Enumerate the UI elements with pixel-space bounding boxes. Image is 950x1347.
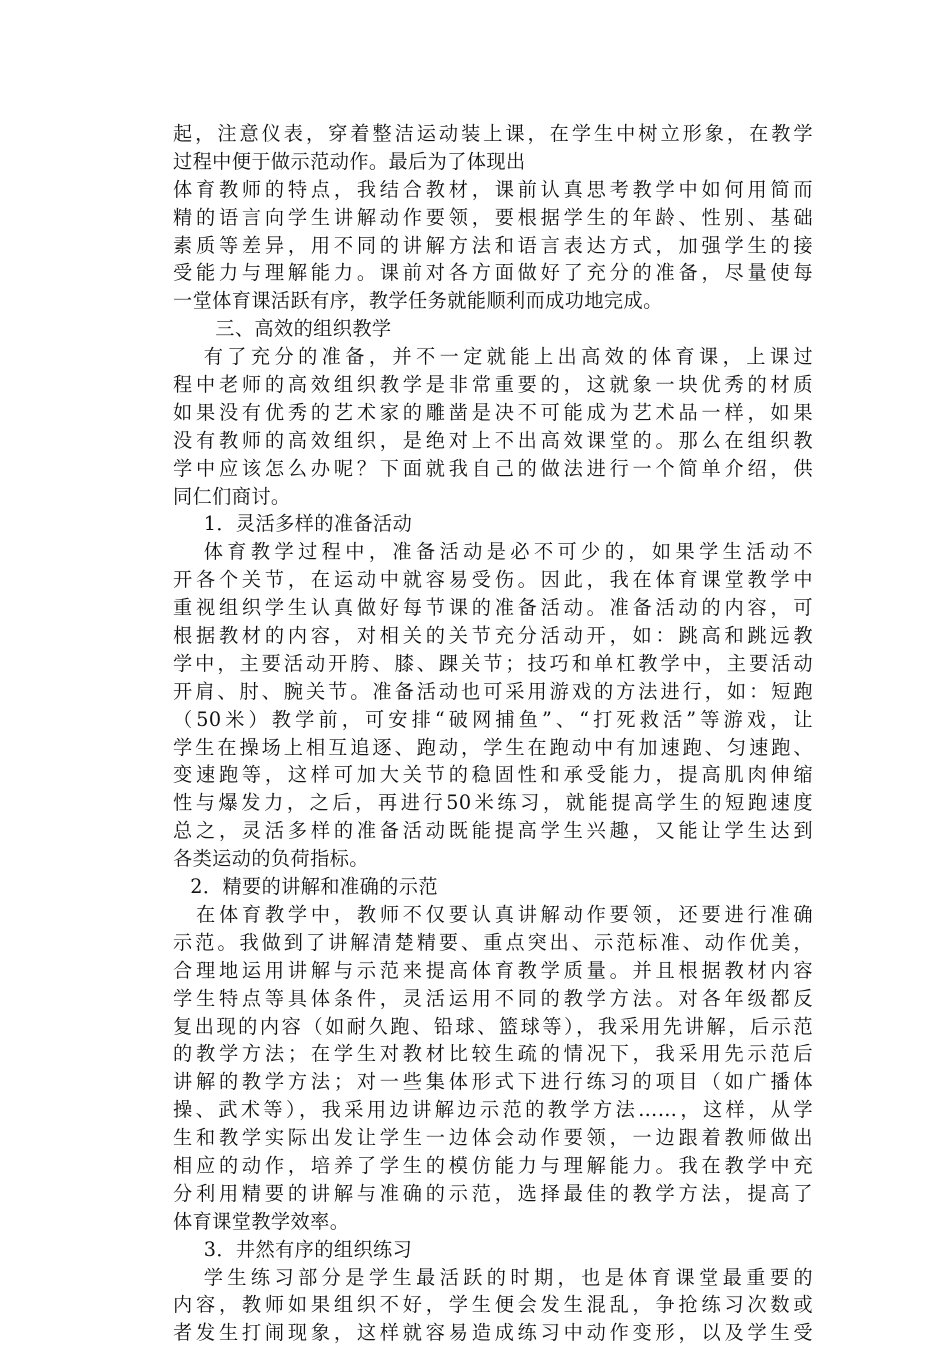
text-line: 素质等差异，用不同的讲解方法和语言表达方式，加强学生的接 [173, 233, 813, 257]
text-line: 三、高效的组织教学 [215, 317, 392, 341]
text-line: 没有教师的高效组织，是绝对上不出高效课堂的。那么在组织教 [173, 428, 813, 452]
text-line: 合理地运用讲解与示范来提高体育教学质量。并且根据教材内容 [173, 958, 813, 982]
text-line: 各类运动的负荷指标。 [173, 847, 369, 871]
text-line: 操、武术等），我采用边讲解边示范的教学方法……，这样，从学 [173, 1098, 813, 1122]
text-line: 的教学方法；在学生对教材比较生疏的情况下，我采用先示范后 [173, 1042, 813, 1066]
text-line: 起，注意仪表，穿着整洁运动装上课，在学生中树立形象，在教学 [173, 122, 813, 145]
text-line: 一堂体育课活跃有序，教学任务就能顺利而成功地完成。 [173, 289, 663, 313]
text-line: 在体育教学中，教师不仅要认真讲解动作要领，还要进行准确 [196, 902, 813, 926]
text-line: 精的语言向学生讲解动作要领，要根据学生的年龄、性别、基础 [173, 205, 813, 229]
text-line: 讲解的教学方法；对一些集体形式下进行练习的项目（如广播体 [173, 1070, 813, 1094]
text-line: 重视组织学生认真做好每节课的准备活动。准备活动的内容，可 [173, 596, 813, 620]
text-line: 学生在操场上相互追逐、跑动，学生在跑动中有加速跑、匀速跑、 [173, 735, 813, 759]
text-line: 变速跑等，这样可加大关节的稳固性和承受能力，提高肌肉伸缩 [173, 763, 813, 787]
text-line: 者发生打闹现象，这样就容易造成练习中动作变形，以及学生受 [173, 1321, 813, 1345]
text-line: 2．精要的讲解和准确的示范 [190, 875, 438, 899]
text-line: 示范。我做到了讲解清楚精要、重点突出、示范标准、动作优美， [173, 930, 813, 954]
text-line: 复出现的内容（如耐久跑、铅球、篮球等），我采用先讲解，后示范 [173, 1014, 813, 1038]
text-line: 开各个关节，在运动中就容易受伤。因此，我在体育课堂教学中 [173, 568, 813, 592]
text-line: 学生特点等具体条件，灵活运用不同的教学方法。对各年级都反 [173, 986, 813, 1010]
text-line: 过程中便于做示范动作。最后为了体现出 [173, 149, 526, 173]
text-line: 有了充分的准备，并不一定就能上出高效的体育课，上课过 [203, 345, 813, 369]
text-line: 学中应该怎么办呢？下面就我自己的做法进行一个简单介绍，供 [173, 456, 813, 480]
text-line: 性与爆发力，之后，再进行50米练习，就能提高学生的短跑速度 [173, 791, 813, 815]
body-text [173, 120, 813, 1347]
text-line: 根据教材的内容，对相关的关节充分活动开，如：跳高和跳远教 [173, 624, 813, 648]
text-line: 同仁们商讨。 [173, 484, 291, 508]
text-line: 学生练习部分是学生最活跃的时期，也是体育课堂最重要的 [203, 1265, 813, 1289]
text-line: 体育教学过程中，准备活动是必不可少的，如果学生活动不 [203, 540, 813, 564]
text-line: 受能力与理解能力。课前对各方面做好了充分的准备，尽量使每 [173, 261, 813, 285]
text-line: 体育课堂教学效率。 [173, 1209, 350, 1233]
text-line: 程中老师的高效组织教学是非常重要的，这就象一块优秀的材质 [173, 373, 813, 397]
text-line: 体育教师的特点，我结合教材，课前认真思考教学中如何用简而 [173, 177, 813, 201]
text-line: （50米）教学前，可安排“破网捕鱼”、“打死救活”等游戏，让 [173, 707, 813, 731]
text-line: 3．井然有序的组织练习 [203, 1237, 413, 1261]
text-line: 1．灵活多样的准备活动 [203, 512, 413, 536]
text-line: 内容，教师如果组织不好，学生便会发生混乱，争抢练习次数或 [173, 1293, 813, 1317]
text-line: 相应的动作，培养了学生的模仿能力与理解能力。我在教学中充 [173, 1153, 813, 1177]
text-line: 分利用精要的讲解与准确的示范，选择最佳的教学方法，提高了 [173, 1181, 813, 1205]
text-line: 学中，主要活动开胯、膝、踝关节；技巧和单杠教学中，主要活动 [173, 651, 813, 675]
text-line: 总之，灵活多样的准备活动既能提高学生兴趣，又能让学生达到 [173, 819, 813, 843]
text-line: 如果没有优秀的艺术家的雕凿是决不可能成为艺术品一样，如果 [173, 400, 813, 424]
text-line: 开肩、肘、腕关节。准备活动也可采用游戏的方法进行，如：短跑 [173, 679, 813, 703]
text-line: 生和教学实际出发让学生一边体会动作要领，一边跟着教师做出 [173, 1126, 813, 1150]
